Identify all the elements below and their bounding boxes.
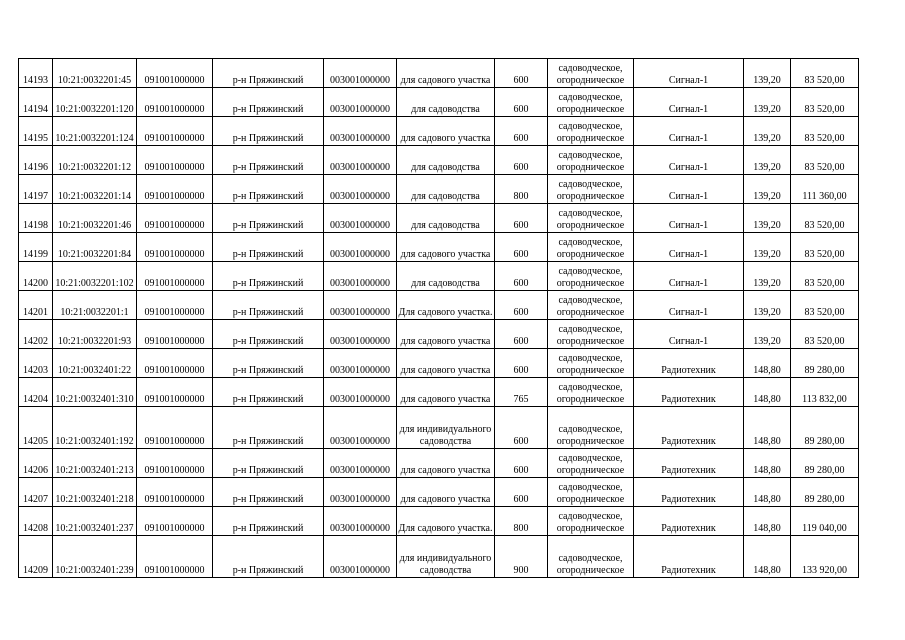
- cadastral-value-cell: 133 920,00: [791, 536, 859, 578]
- cadastral-rate-cell: 148,80: [744, 536, 791, 578]
- area-cell: 800: [495, 175, 548, 204]
- area-cell: 600: [495, 146, 548, 175]
- cadastral-value-cell: 83 520,00: [791, 146, 859, 175]
- district-cell: р-н Пряжинский: [213, 88, 324, 117]
- cadastral-number-cell: 10:21:0032201:120: [53, 88, 137, 117]
- land-category-cell: садоводческое, огородническое: [548, 478, 634, 507]
- table-row: [19, 478, 859, 507]
- land-category-cell: садоводческое, огородническое: [548, 59, 634, 88]
- district-cell: р-н Пряжинский: [213, 233, 324, 262]
- cadastral-value-cell: 83 520,00: [791, 233, 859, 262]
- cadastral-number-cell: 10:21:0032401:310: [53, 378, 137, 407]
- cadastral-number-cell: 10:21:0032201:124: [53, 117, 137, 146]
- cadastral-value-cell: 89 280,00: [791, 407, 859, 449]
- okato-code-cell: 091001000000: [137, 204, 213, 233]
- permitted-use-cell: для садоводства: [397, 204, 495, 233]
- okato-code-cell: 091001000000: [137, 233, 213, 262]
- land-category-cell: садоводческое, огородническое: [548, 204, 634, 233]
- permitted-use-cell: для садоводства: [397, 88, 495, 117]
- district-cell: р-н Пряжинский: [213, 478, 324, 507]
- area-cell: 600: [495, 88, 548, 117]
- oktmo-code-cell: 003001000000: [324, 407, 397, 449]
- oktmo-code-cell: 003001000000: [324, 59, 397, 88]
- cadastral-number-cell: 10:21:0032401:218: [53, 478, 137, 507]
- cadastral-value-cell: 111 360,00: [791, 175, 859, 204]
- cadastral-number-cell: 10:21:0032201:84: [53, 233, 137, 262]
- okato-code-cell: 091001000000: [137, 378, 213, 407]
- table-row: [19, 378, 859, 407]
- cadastral-rate-cell: 148,80: [744, 507, 791, 536]
- cadastral-number-cell: 10:21:0032201:12: [53, 146, 137, 175]
- row-number-cell: 14196: [19, 146, 53, 175]
- table-row: [19, 204, 859, 233]
- district-cell: р-н Пряжинский: [213, 146, 324, 175]
- district-cell: р-н Пряжинский: [213, 407, 324, 449]
- land-category-cell: садоводческое, огородническое: [548, 378, 634, 407]
- garden-society-cell: Сигнал-1: [634, 320, 744, 349]
- area-cell: 900: [495, 536, 548, 578]
- land-category-cell: садоводческое, огородническое: [548, 88, 634, 117]
- district-cell: р-н Пряжинский: [213, 349, 324, 378]
- cadastral-rate-cell: 139,20: [744, 117, 791, 146]
- permitted-use-cell: для садового участка: [397, 59, 495, 88]
- district-cell: р-н Пряжинский: [213, 204, 324, 233]
- garden-society-cell: Сигнал-1: [634, 146, 744, 175]
- okato-code-cell: 091001000000: [137, 291, 213, 320]
- area-cell: 600: [495, 407, 548, 449]
- land-category-cell: садоводческое, огородническое: [548, 349, 634, 378]
- okato-code-cell: 091001000000: [137, 262, 213, 291]
- area-cell: 800: [495, 507, 548, 536]
- district-cell: р-н Пряжинский: [213, 291, 324, 320]
- cadastral-value-cell: 83 520,00: [791, 204, 859, 233]
- okato-code-cell: 091001000000: [137, 146, 213, 175]
- permitted-use-cell: для садового участка: [397, 478, 495, 507]
- okato-code-cell: 091001000000: [137, 478, 213, 507]
- cadastral-value-cell: 119 040,00: [791, 507, 859, 536]
- cadastral-number-cell: 10:21:0032201:46: [53, 204, 137, 233]
- permitted-use-cell: для садового участка: [397, 320, 495, 349]
- cadastral-number-cell: 10:21:0032401:22: [53, 349, 137, 378]
- cadastral-number-cell: 10:21:0032201:93: [53, 320, 137, 349]
- table-row: [19, 507, 859, 536]
- row-number-cell: 14195: [19, 117, 53, 146]
- land-category-cell: садоводческое, огородническое: [548, 233, 634, 262]
- okato-code-cell: 091001000000: [137, 320, 213, 349]
- row-number-cell: 14206: [19, 449, 53, 478]
- garden-society-cell: Радиотехник: [634, 378, 744, 407]
- table-row: [19, 59, 859, 88]
- okato-code-cell: 091001000000: [137, 349, 213, 378]
- okato-code-cell: 091001000000: [137, 117, 213, 146]
- area-cell: 600: [495, 233, 548, 262]
- cadastral-value-cell: 83 520,00: [791, 88, 859, 117]
- table-row: [19, 536, 859, 578]
- garden-society-cell: Сигнал-1: [634, 175, 744, 204]
- district-cell: р-н Пряжинский: [213, 59, 324, 88]
- area-cell: 600: [495, 349, 548, 378]
- oktmo-code-cell: 003001000000: [324, 262, 397, 291]
- district-cell: р-н Пряжинский: [213, 507, 324, 536]
- area-cell: 765: [495, 378, 548, 407]
- garden-society-cell: Сигнал-1: [634, 262, 744, 291]
- table-row: [19, 88, 859, 117]
- land-category-cell: садоводческое, огородническое: [548, 507, 634, 536]
- area-cell: 600: [495, 117, 548, 146]
- table-row: [19, 117, 859, 146]
- okato-code-cell: 091001000000: [137, 407, 213, 449]
- row-number-cell: 14200: [19, 262, 53, 291]
- row-number-cell: 14199: [19, 233, 53, 262]
- cadastral-number-cell: 10:21:0032401:239: [53, 536, 137, 578]
- land-category-cell: садоводческое, огородническое: [548, 117, 634, 146]
- area-cell: 600: [495, 291, 548, 320]
- land-category-cell: садоводческое, огородническое: [548, 175, 634, 204]
- okato-code-cell: 091001000000: [137, 536, 213, 578]
- district-cell: р-н Пряжинский: [213, 449, 324, 478]
- okato-code-cell: 091001000000: [137, 175, 213, 204]
- area-cell: 600: [495, 59, 548, 88]
- cadastral-rate-cell: 139,20: [744, 233, 791, 262]
- area-cell: 600: [495, 320, 548, 349]
- oktmo-code-cell: 003001000000: [324, 378, 397, 407]
- garden-society-cell: Радиотехник: [634, 478, 744, 507]
- cadastral-rate-cell: 139,20: [744, 59, 791, 88]
- permitted-use-cell: для садового участка: [397, 349, 495, 378]
- table-row: [19, 291, 859, 320]
- area-cell: 600: [495, 204, 548, 233]
- land-category-cell: садоводческое, огородническое: [548, 146, 634, 175]
- oktmo-code-cell: 003001000000: [324, 291, 397, 320]
- cadastral-rate-cell: 148,80: [744, 478, 791, 507]
- table-row: [19, 146, 859, 175]
- permitted-use-cell: Для садового участка.: [397, 507, 495, 536]
- garden-society-cell: Радиотехник: [634, 507, 744, 536]
- cadastral-rate-cell: 139,20: [744, 146, 791, 175]
- row-number-cell: 14202: [19, 320, 53, 349]
- garden-society-cell: Сигнал-1: [634, 233, 744, 262]
- oktmo-code-cell: 003001000000: [324, 349, 397, 378]
- row-number-cell: 14193: [19, 59, 53, 88]
- garden-society-cell: Радиотехник: [634, 349, 744, 378]
- cadastral-value-cell: 83 520,00: [791, 59, 859, 88]
- row-number-cell: 14194: [19, 88, 53, 117]
- cadastral-number-cell: 10:21:0032401:213: [53, 449, 137, 478]
- cadastral-value-cell: 89 280,00: [791, 349, 859, 378]
- land-category-cell: садоводческое, огородническое: [548, 407, 634, 449]
- cadastral-value-cell: 113 832,00: [791, 378, 859, 407]
- garden-society-cell: Сигнал-1: [634, 204, 744, 233]
- area-cell: 600: [495, 478, 548, 507]
- permitted-use-cell: для индивидуального садоводства: [397, 407, 495, 449]
- cadastral-rate-cell: 148,80: [744, 449, 791, 478]
- garden-society-cell: Сигнал-1: [634, 59, 744, 88]
- table-row: [19, 175, 859, 204]
- row-number-cell: 14209: [19, 536, 53, 578]
- permitted-use-cell: для садоводства: [397, 175, 495, 204]
- cadastral-rate-cell: 139,20: [744, 204, 791, 233]
- land-category-cell: садоводческое, огородническое: [548, 536, 634, 578]
- okato-code-cell: 091001000000: [137, 88, 213, 117]
- area-cell: 600: [495, 449, 548, 478]
- permitted-use-cell: для индивидуального садоводства: [397, 536, 495, 578]
- permitted-use-cell: для садоводства: [397, 262, 495, 291]
- cadastral-number-cell: 10:21:0032201:14: [53, 175, 137, 204]
- land-registry-table: [18, 58, 859, 578]
- row-number-cell: 14204: [19, 378, 53, 407]
- okato-code-cell: 091001000000: [137, 59, 213, 88]
- cadastral-rate-cell: 148,80: [744, 378, 791, 407]
- cadastral-rate-cell: 148,80: [744, 407, 791, 449]
- cadastral-value-cell: 83 520,00: [791, 117, 859, 146]
- cadastral-number-cell: 10:21:0032401:192: [53, 407, 137, 449]
- oktmo-code-cell: 003001000000: [324, 117, 397, 146]
- table-row: [19, 449, 859, 478]
- garden-society-cell: Радиотехник: [634, 536, 744, 578]
- cadastral-value-cell: 83 520,00: [791, 291, 859, 320]
- cadastral-rate-cell: 148,80: [744, 349, 791, 378]
- row-number-cell: 14205: [19, 407, 53, 449]
- row-number-cell: 14201: [19, 291, 53, 320]
- table-row: [19, 233, 859, 262]
- okato-code-cell: 091001000000: [137, 507, 213, 536]
- row-number-cell: 14207: [19, 478, 53, 507]
- cadastral-number-cell: 10:21:0032201:1: [53, 291, 137, 320]
- oktmo-code-cell: 003001000000: [324, 320, 397, 349]
- permitted-use-cell: для садового участка: [397, 449, 495, 478]
- table-row: [19, 320, 859, 349]
- cadastral-rate-cell: 139,20: [744, 291, 791, 320]
- land-category-cell: садоводческое, огородническое: [548, 449, 634, 478]
- table-row: [19, 349, 859, 378]
- cadastral-value-cell: 89 280,00: [791, 449, 859, 478]
- permitted-use-cell: для садового участка: [397, 378, 495, 407]
- oktmo-code-cell: 003001000000: [324, 204, 397, 233]
- district-cell: р-н Пряжинский: [213, 378, 324, 407]
- oktmo-code-cell: 003001000000: [324, 449, 397, 478]
- oktmo-code-cell: 003001000000: [324, 233, 397, 262]
- permitted-use-cell: для садового участка: [397, 233, 495, 262]
- table-body: [19, 59, 859, 578]
- garden-society-cell: Сигнал-1: [634, 88, 744, 117]
- cadastral-rate-cell: 139,20: [744, 320, 791, 349]
- district-cell: р-н Пряжинский: [213, 117, 324, 146]
- permitted-use-cell: для садового участка: [397, 117, 495, 146]
- district-cell: р-н Пряжинский: [213, 175, 324, 204]
- garden-society-cell: Сигнал-1: [634, 291, 744, 320]
- oktmo-code-cell: 003001000000: [324, 175, 397, 204]
- okato-code-cell: 091001000000: [137, 449, 213, 478]
- district-cell: р-н Пряжинский: [213, 320, 324, 349]
- cadastral-value-cell: 83 520,00: [791, 320, 859, 349]
- garden-society-cell: Радиотехник: [634, 449, 744, 478]
- row-number-cell: 14198: [19, 204, 53, 233]
- oktmo-code-cell: 003001000000: [324, 146, 397, 175]
- oktmo-code-cell: 003001000000: [324, 536, 397, 578]
- land-category-cell: садоводческое, огородническое: [548, 262, 634, 291]
- land-category-cell: садоводческое, огородническое: [548, 320, 634, 349]
- oktmo-code-cell: 003001000000: [324, 478, 397, 507]
- cadastral-value-cell: 83 520,00: [791, 262, 859, 291]
- garden-society-cell: Радиотехник: [634, 407, 744, 449]
- table-row: [19, 262, 859, 291]
- row-number-cell: 14203: [19, 349, 53, 378]
- oktmo-code-cell: 003001000000: [324, 88, 397, 117]
- district-cell: р-н Пряжинский: [213, 262, 324, 291]
- cadastral-rate-cell: 139,20: [744, 175, 791, 204]
- cadastral-rate-cell: 139,20: [744, 88, 791, 117]
- cadastral-rate-cell: 139,20: [744, 262, 791, 291]
- cadastral-value-cell: 89 280,00: [791, 478, 859, 507]
- garden-society-cell: Сигнал-1: [634, 117, 744, 146]
- row-number-cell: 14208: [19, 507, 53, 536]
- row-number-cell: 14197: [19, 175, 53, 204]
- district-cell: р-н Пряжинский: [213, 536, 324, 578]
- area-cell: 600: [495, 262, 548, 291]
- cadastral-number-cell: 10:21:0032201:45: [53, 59, 137, 88]
- oktmo-code-cell: 003001000000: [324, 507, 397, 536]
- permitted-use-cell: для садоводства: [397, 146, 495, 175]
- permitted-use-cell: Для садового участка.: [397, 291, 495, 320]
- cadastral-number-cell: 10:21:0032201:102: [53, 262, 137, 291]
- land-category-cell: садоводческое, огородническое: [548, 291, 634, 320]
- cadastral-number-cell: 10:21:0032401:237: [53, 507, 137, 536]
- table-row: [19, 407, 859, 449]
